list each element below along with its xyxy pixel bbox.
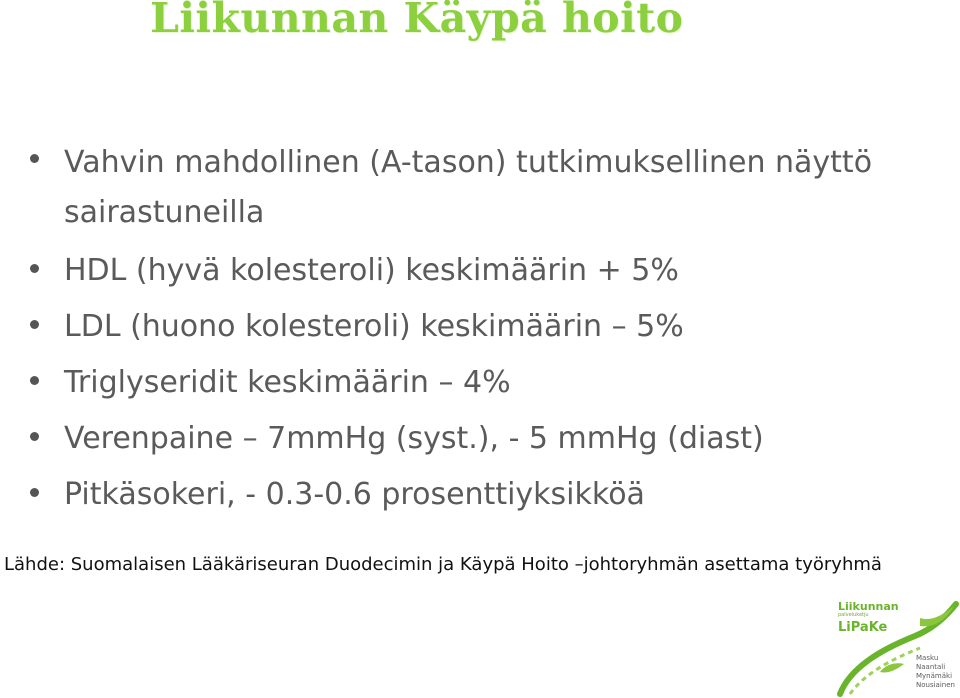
bullet-item: [24, 472, 944, 518]
bullet-text: Vahvin mahdollinen (A-tason) tutkimuksellinen näyttö sairastuneilla: [64, 145, 873, 230]
bullet-item: [24, 360, 944, 406]
bullet-item: [24, 138, 944, 238]
bullet-dot-icon: [30, 320, 39, 329]
bullet-list: [24, 138, 944, 528]
bullet-dot-icon: [30, 154, 39, 163]
lipake-logo: [820, 598, 960, 698]
town-label: Mynämäki: [916, 672, 953, 680]
bullet-dot-icon: [30, 432, 39, 441]
town-label: Masku: [916, 654, 939, 662]
bullet-text: HDL (hyvä kolesteroli) keskimäärin + 5%: [64, 253, 679, 288]
bullet-text: LDL (huono kolesteroli) keskimäärin – 5%: [64, 309, 684, 344]
logo-towns: [916, 654, 955, 690]
bullet-dot-icon: [30, 488, 39, 497]
bullet-text: Triglyseridit keskimäärin – 4%: [64, 365, 511, 400]
slide-title: Liikunnan Käypä hoito: [150, 0, 684, 42]
source-citation: Lähde: Suomalaisen Lääkäriseuran Duodecimin ja Käypä Hoito –johtoryhmän asettama työryhmä: [4, 554, 882, 575]
bullet-text: Verenpaine – 7mmHg (syst.), - 5 mmHg (diast): [64, 421, 764, 456]
logo-subtitle: palveluketju: [838, 612, 869, 618]
bullet-dot-icon: [30, 376, 39, 385]
bullet-item: [24, 416, 944, 462]
bullet-dot-icon: [30, 264, 39, 273]
logo-brand: LiPaKe: [838, 620, 888, 635]
bullet-item: [24, 304, 944, 350]
town-label: Nousiainen: [916, 681, 955, 689]
bullet-text: Pitkäsokeri, - 0.3-0.6 prosenttiyksikköä: [64, 477, 645, 512]
logo-name: Liikunnan: [838, 600, 899, 613]
bullet-item: [24, 248, 944, 294]
town-label: Naantali: [916, 663, 946, 671]
